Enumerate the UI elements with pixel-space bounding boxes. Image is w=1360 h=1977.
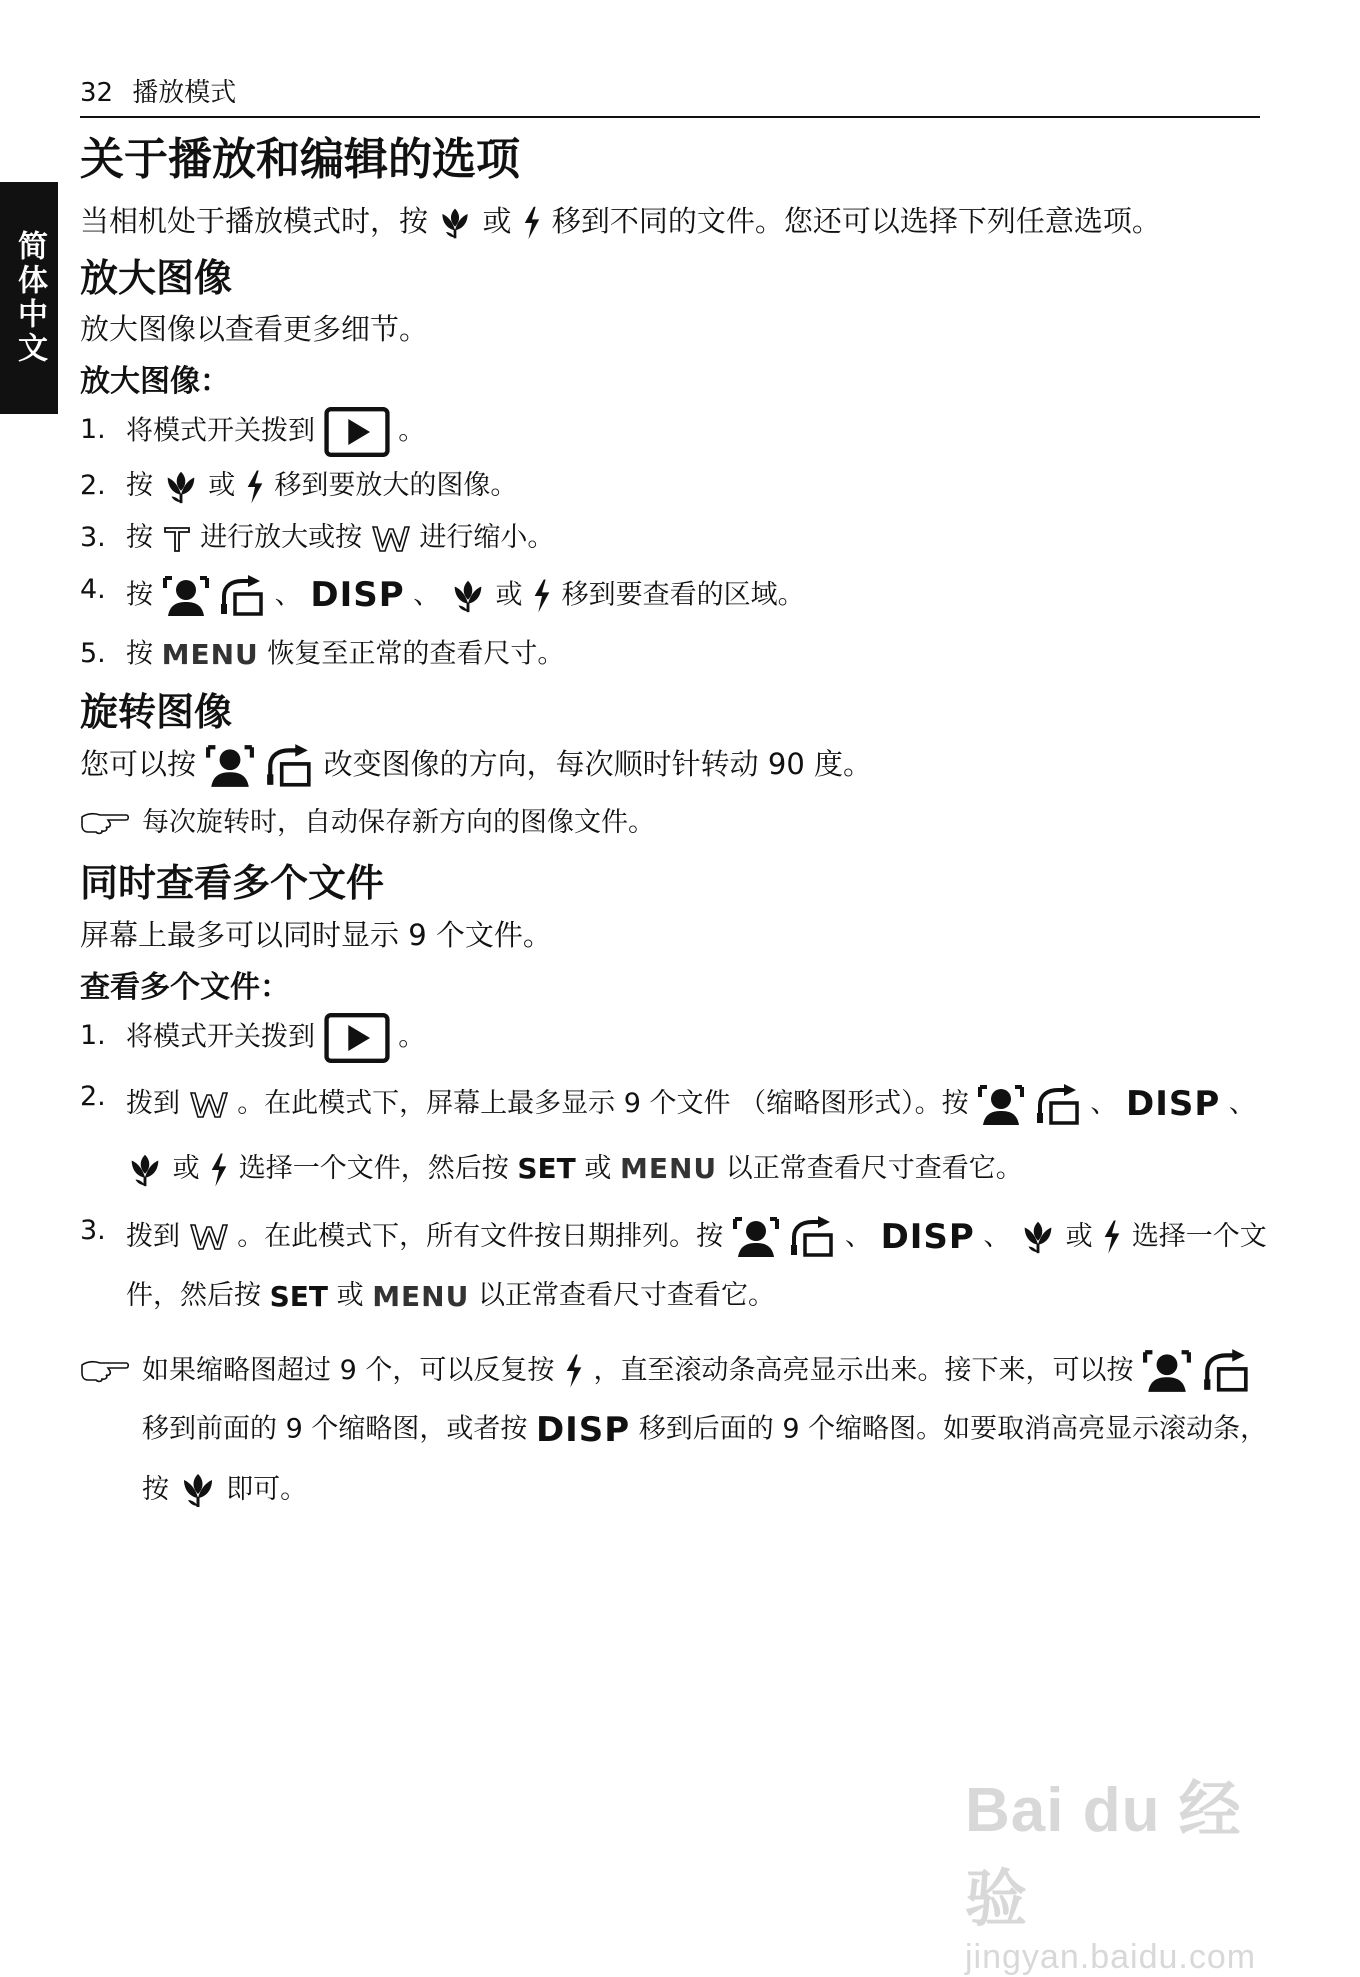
rotate-paragraph: 您可以按 改变图像的方向，每次顺时针转动 90 度。 — [80, 742, 1280, 789]
face-detect-icon — [162, 574, 210, 618]
disp-button-label: DISP — [535, 1410, 631, 1451]
zoom-subtitle: 放大图像： — [80, 364, 230, 400]
multi-section-title: 同时查看多个文件 — [80, 861, 385, 906]
rotate-icon — [218, 574, 266, 618]
flash-icon — [563, 1352, 585, 1390]
list-item: 3. 按 进行放大或按 进行缩小。 — [80, 522, 555, 554]
rotate-note: 每次旋转时，自动保存新方向的图像文件。 — [80, 797, 1280, 850]
language-tab-label: 简体中文 — [12, 230, 47, 366]
flash-icon — [244, 468, 266, 506]
main-content — [80, 124, 1280, 1526]
zoom-section-title: 放大图像 — [80, 255, 233, 300]
rotate-section-title: 旋转图像 — [80, 690, 233, 735]
macro-flower-icon — [162, 468, 200, 506]
zoom-steps — [80, 407, 1280, 678]
thumbnail-note: 如果缩略图超过 9 个，可以反复按 ，直至滚动条高亮显示出来。接下来，可以按 移到前面的 9 个缩略图，或者按 DISP 移到后面的 9 个缩略图。如要取消高亮显示滚动条，按 即可。 — [80, 1345, 1280, 1517]
menu-button-label: MENU — [372, 1279, 470, 1313]
face-detect-icon — [1142, 1348, 1192, 1394]
page-number: 32 — [80, 78, 114, 108]
set-button-label: SET — [517, 1152, 576, 1186]
macro-flower-icon — [437, 205, 473, 241]
flash-icon — [1101, 1218, 1123, 1256]
list-item: 1. 将模式开关拨到 。 — [80, 407, 1280, 457]
macro-flower-icon — [178, 1470, 218, 1510]
language-tab — [0, 182, 58, 414]
disp-button-label: DISP — [310, 575, 405, 616]
disp-button-label: DISP — [1126, 1083, 1221, 1124]
flash-icon — [208, 1151, 230, 1189]
playback-mode-icon — [324, 1013, 390, 1063]
pointing-hand-icon — [80, 1357, 130, 1383]
menu-button-label: MENU — [619, 1152, 718, 1186]
wide-W-icon — [371, 524, 411, 554]
page-title: 关于播放和编辑的选项 — [80, 134, 520, 185]
macro-flower-icon — [1019, 1218, 1057, 1256]
flash-icon — [521, 205, 543, 241]
macro-flower-icon — [449, 577, 487, 615]
set-button-label: SET — [269, 1279, 328, 1313]
zoom-description: 放大图像以查看更多细节。 — [80, 312, 429, 347]
multi-description: 屏幕上最多可以同时显示 9 个文件。 — [80, 917, 552, 952]
wide-W-icon — [189, 1222, 229, 1252]
list-item: 3. 拨到 。在此模式下，所有文件按日期排列。按 、 DISP 、 或 选择一个文件，然后按 SET 或 MENU 以正常查看尺寸查看它。 — [80, 1214, 1267, 1313]
intro-paragraph: 当相机处于播放模式时，按 或 移到不同的文件。您还可以选择下列任意选项。 — [80, 199, 1280, 244]
rotate-icon — [264, 743, 314, 789]
baidu-watermark — [965, 1760, 1295, 1976]
rotate-icon — [1034, 1083, 1082, 1127]
multi-steps — [80, 1013, 1280, 1323]
face-detect-icon — [977, 1083, 1025, 1127]
pointing-hand-icon — [80, 809, 130, 835]
rotate-icon — [1201, 1348, 1251, 1394]
list-item: 4. 按 、 DISP 、 或 移到要查看的区域。 — [80, 567, 1280, 625]
rotate-icon — [788, 1215, 836, 1259]
multi-subtitle: 查看多个文件： — [80, 969, 290, 1005]
watermark-brand: Bai du 经验 — [965, 1776, 1242, 1934]
list-item: 1. 将模式开关拨到 。 — [80, 1013, 1280, 1063]
wide-W-icon — [189, 1090, 229, 1120]
watermark-url: jingyan.baidu.com — [965, 1938, 1257, 1976]
list-item: 2. 按 或 移到要放大的图像。 — [80, 463, 1280, 509]
menu-button-label: MENU — [161, 637, 259, 671]
list-item: 2. 拨到 。在此模式下，屏幕上最多显示 9 个文件 （缩略图形式）。按 、 DISP 、 或 选择一个文件，然后按 SET 或 MENU 以正常查看尺寸查看它。 — [80, 1069, 1280, 1199]
section-title: 播放模式 — [132, 78, 237, 108]
list-item: 5. 按 MENU 恢复至正常的查看尺寸。 — [80, 637, 565, 671]
face-detect-icon — [205, 743, 255, 789]
face-detect-icon — [732, 1215, 780, 1259]
playback-mode-icon — [324, 407, 390, 457]
page-header — [80, 72, 1260, 118]
flash-icon — [531, 577, 553, 615]
tele-T-icon — [162, 524, 192, 554]
macro-flower-icon — [126, 1151, 164, 1189]
disp-button-label: DISP — [880, 1216, 975, 1257]
